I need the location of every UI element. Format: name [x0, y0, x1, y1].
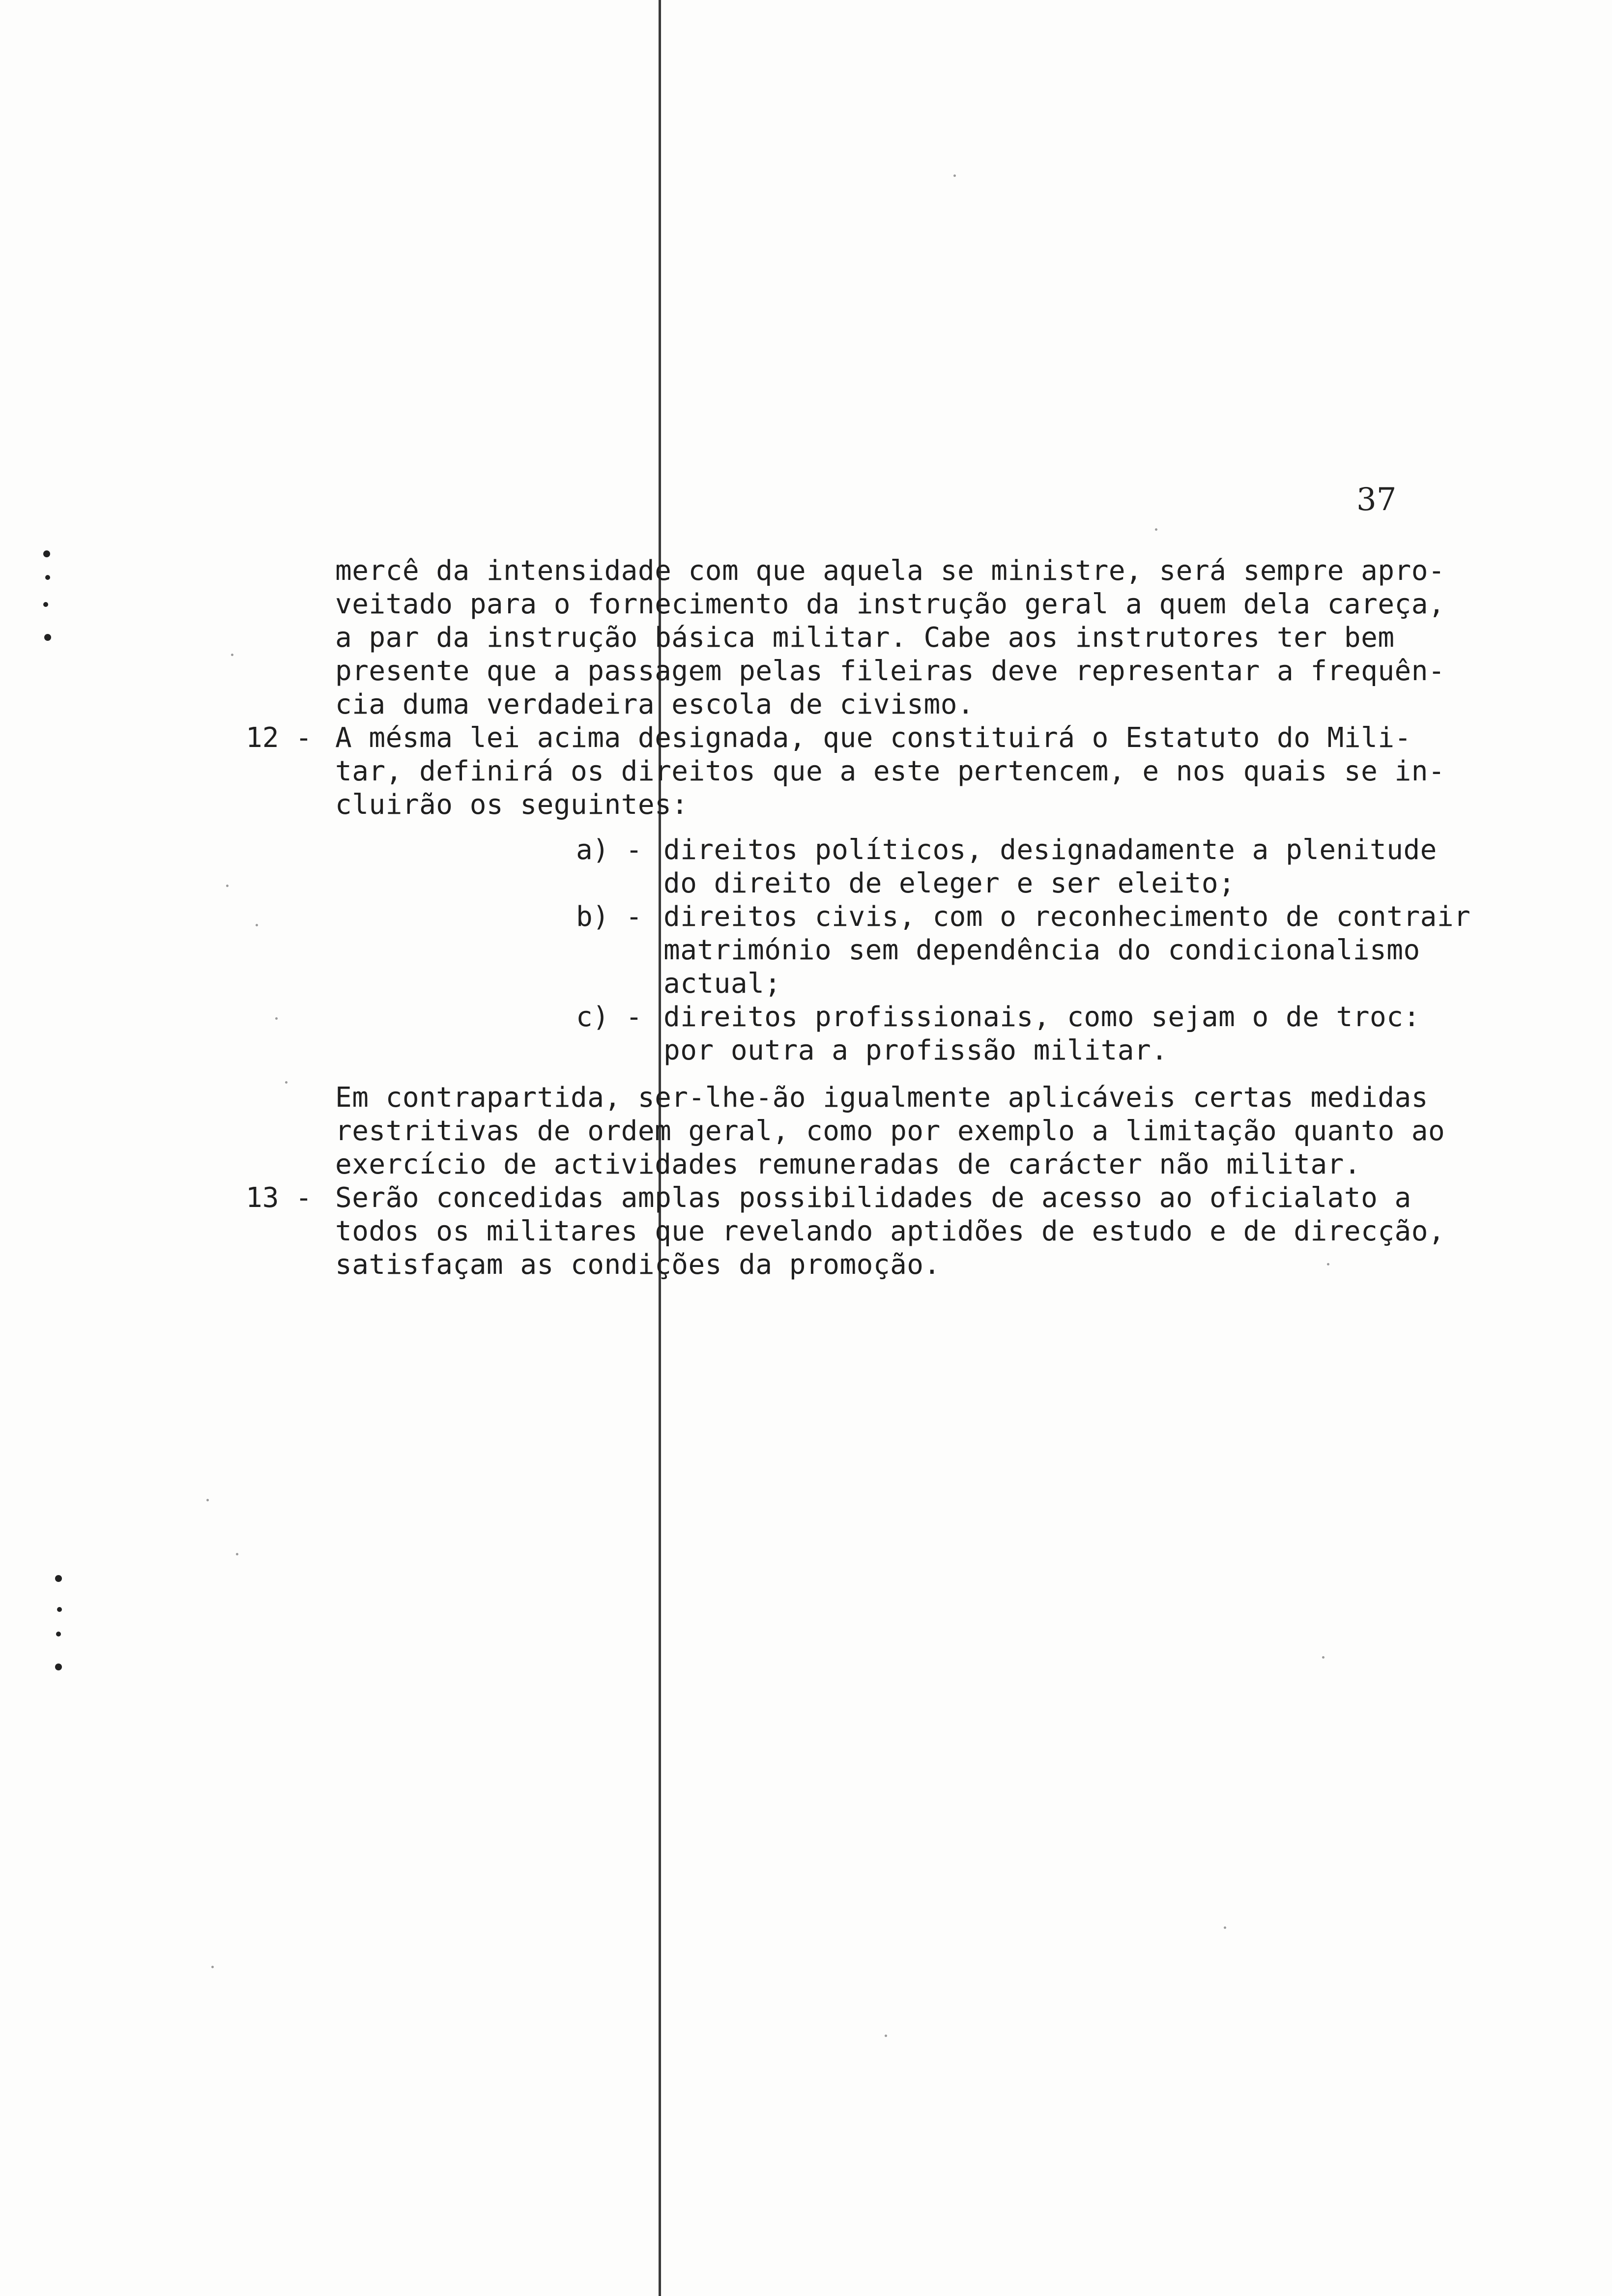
text-line: Em contrapartida, ser-lhe-ão igualmente aplicáveis certas medidas — [335, 1082, 1428, 1114]
text-line: direitos civis, com o reconhecimento de contrair — [663, 901, 1471, 933]
scan-speck — [275, 1017, 278, 1020]
scan-speck — [1322, 1656, 1324, 1659]
scan-speck — [231, 654, 233, 656]
text-line: mercê da intensidade com que aquela se ministre, será sempre apro- — [335, 555, 1445, 587]
punch-hole-mark — [57, 1607, 62, 1612]
punch-hole-mark — [43, 602, 48, 607]
text-line: do direito de eleger e ser eleito; — [663, 867, 1236, 899]
punch-hole-mark — [44, 634, 51, 641]
text-line: restritivas de ordem geral, como por exemplo a limitação quanto ao — [335, 1115, 1445, 1147]
text-line: presente que a passagem pelas fileiras deve representar a frequên- — [335, 655, 1445, 687]
text-line: actual; — [663, 968, 781, 1000]
text-line: A mésma lei acima designada, que constituirá o Estatuto do Mili- — [335, 722, 1411, 754]
scan-speck — [226, 885, 229, 887]
punch-hole-mark — [55, 1575, 62, 1582]
text-line: cluirão os seguintes: — [335, 789, 689, 821]
punch-hole-mark — [55, 1664, 62, 1670]
text-line: matrimónio sem dependência do condicionalismo — [663, 934, 1420, 966]
text-line: a par da instrução básica militar. Cabe aos instrutores ter bem — [335, 622, 1395, 654]
scan-speck — [1155, 528, 1157, 531]
subitem-label: b) - — [576, 901, 642, 933]
punch-hole-mark — [56, 1632, 61, 1636]
subitem-label: c) - — [576, 1001, 642, 1033]
text-line: Serão concedidas amplas possibilidades de acesso ao oficialato a — [335, 1182, 1411, 1214]
scan-speck — [256, 924, 258, 926]
subitem-label: a) - — [576, 834, 642, 866]
scan-speck — [1327, 1263, 1329, 1265]
page-number: 37 — [1356, 482, 1397, 518]
text-line: cia duma verdadeira escola de civismo. — [335, 689, 975, 720]
scan-speck — [1224, 1926, 1226, 1929]
scan-speck — [285, 1081, 288, 1084]
scan-speck — [953, 174, 956, 177]
scan-speck — [206, 1499, 209, 1501]
punch-hole-mark — [43, 550, 50, 557]
text-line: por outra a profissão militar. — [663, 1034, 1168, 1066]
text-line: direitos profissionais, como sejam o de troc: — [663, 1001, 1420, 1033]
text-line: exercício de actividades remuneradas de carácter não militar. — [335, 1148, 1361, 1180]
text-line: satisfaçam as condições da promoção. — [335, 1249, 941, 1281]
item-number: 12 - — [246, 722, 312, 754]
text-line: tar, definirá os direitos que a este pertencem, e nos quais se in- — [335, 755, 1445, 787]
punch-hole-mark — [45, 575, 50, 580]
scan-speck — [885, 2035, 887, 2037]
item-number: 13 - — [246, 1182, 312, 1214]
scan-speck — [236, 1553, 238, 1555]
scan-speck — [211, 1966, 214, 1968]
text-line: direitos políticos, designadamente a plenitude — [663, 834, 1437, 866]
text-line: veitado para o fornecimento da instrução geral a quem dela careça, — [335, 588, 1445, 620]
text-line: todos os militares que revelando aptidões de estudo e de direcção, — [335, 1215, 1445, 1247]
